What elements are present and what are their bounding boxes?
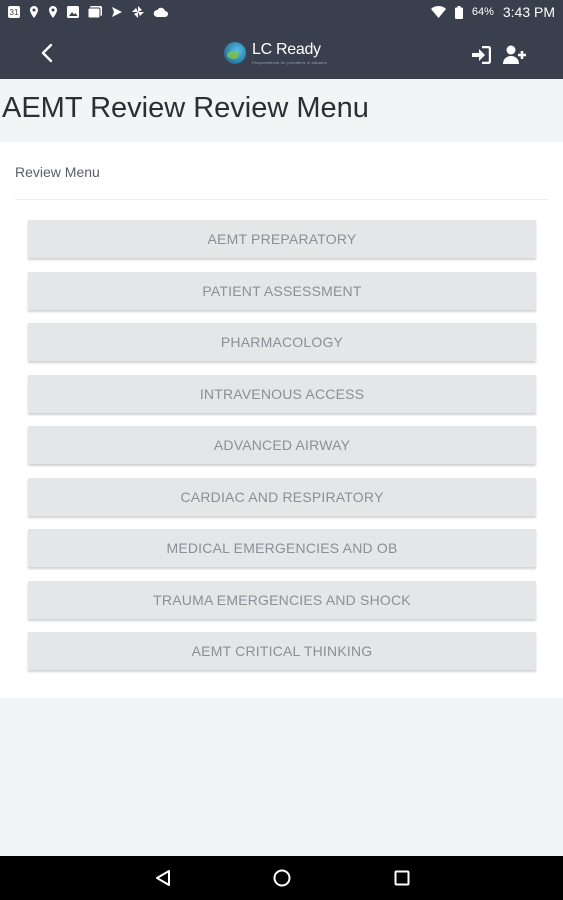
logo-name: LC Ready <box>252 40 321 58</box>
nav-recents-button[interactable] <box>391 867 413 889</box>
back-arrow-icon <box>40 43 54 63</box>
nav-back-button[interactable] <box>152 867 174 889</box>
send-icon <box>111 6 123 18</box>
review-menu-card <box>0 142 563 698</box>
notification-icons <box>8 6 168 18</box>
clock: 3:43 PM <box>502 4 555 20</box>
location-icon <box>29 6 39 18</box>
add-user-button[interactable] <box>502 43 528 67</box>
back-button[interactable] <box>30 36 64 70</box>
nav-home-button[interactable] <box>271 867 293 889</box>
menu-button-aemt-critical-thinking[interactable]: AEMT CRITICAL THINKING <box>28 632 536 670</box>
location-icon <box>48 6 58 18</box>
add-user-icon <box>503 45 527 65</box>
app-logo <box>224 38 327 68</box>
menu-button-advanced-airway[interactable]: ADVANCED AIRWAY <box>28 426 536 464</box>
back-triangle-icon <box>155 869 171 887</box>
login-button[interactable] <box>470 44 492 66</box>
wifi-icon <box>431 6 446 18</box>
card-header: Review Menu <box>15 164 100 180</box>
gallery-icon <box>88 6 102 18</box>
login-icon <box>471 46 491 64</box>
logo-mark-icon <box>224 42 246 64</box>
logo-tagline: Preparedness for providers in balance <box>252 59 327 65</box>
menu-button-intravenous-access[interactable]: INTRAVENOUS ACCESS <box>28 375 536 413</box>
divider <box>15 199 548 200</box>
battery-percent: 64% <box>471 6 494 18</box>
battery-icon <box>455 6 463 19</box>
image-icon <box>67 6 79 18</box>
menu-button-aemt-preparatory[interactable]: AEMT PREPARATORY <box>28 220 536 258</box>
menu-button-patient-assessment[interactable]: PATIENT ASSESSMENT <box>28 272 536 310</box>
app-bar <box>0 24 563 79</box>
page-title: AEMT Review Review Menu <box>2 92 369 124</box>
recents-square-icon <box>394 870 410 886</box>
menu-button-medical-emergencies-and-ob[interactable]: MEDICAL EMERGENCIES AND OB <box>28 529 536 567</box>
review-menu-list <box>28 220 536 684</box>
cloud-icon <box>153 7 168 17</box>
calendar-icon: 31 <box>9 7 19 17</box>
menu-button-trauma-emergencies-and-shock[interactable]: TRAUMA EMERGENCIES AND SHOCK <box>28 581 536 619</box>
home-circle-icon <box>273 869 291 887</box>
menu-button-pharmacology[interactable]: PHARMACOLOGY <box>28 323 536 361</box>
pinwheel-icon <box>132 6 144 18</box>
system-nav-bar <box>0 856 563 900</box>
system-icons <box>431 4 555 20</box>
status-bar <box>0 0 563 24</box>
menu-button-cardiac-and-respiratory[interactable]: CARDIAC AND RESPIRATORY <box>28 478 536 516</box>
